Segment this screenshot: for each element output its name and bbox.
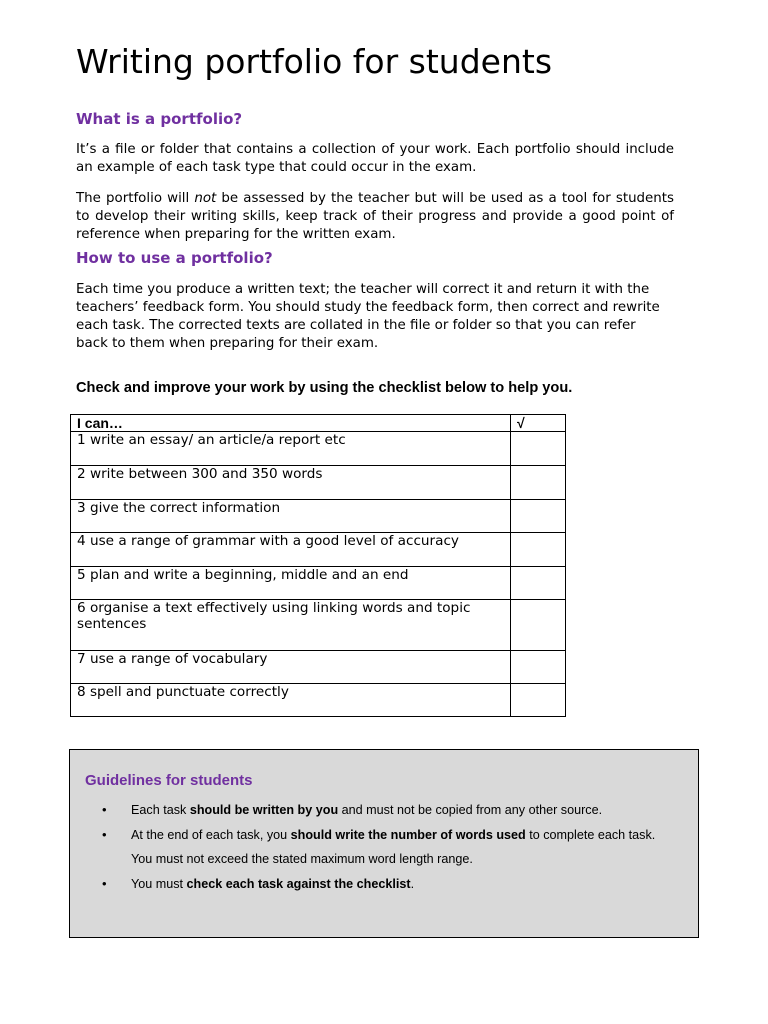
guideline-emphasis: check each task against the checklist: [186, 876, 411, 891]
checklist-item: 3 give the correct information: [71, 500, 511, 533]
section-heading-how-to-use: How to use a portfolio?: [76, 249, 273, 267]
table-row: [71, 533, 566, 567]
checklist-item: 1 write an essay/ an article/a report etc: [71, 432, 511, 466]
table-row: [71, 684, 566, 717]
paragraph-assessment-end: be assessed by the teacher but will be used as a tool for students to develop their writing skills, keep track of their progress and provide a good point of reference when preparing for the written exam.: [76, 191, 675, 242]
guidelines-heading: Guidelines for students: [85, 772, 253, 789]
page-title: Writing portfolio for students: [76, 42, 553, 81]
checklist-item: 8 spell and punctuate correctly: [71, 684, 511, 717]
checklist-item: 2 write between 300 and 350 words: [71, 466, 511, 500]
bullet-icon: •: [102, 802, 107, 817]
checklist-intro: Check and improve your work by using the checklist below to help you.: [76, 380, 573, 396]
table-row: [71, 600, 566, 651]
checklist-tick-cell[interactable]: [511, 533, 566, 567]
guideline-text: You must: [131, 876, 187, 891]
table-row: [71, 651, 566, 684]
checklist-tick-cell[interactable]: [511, 466, 566, 500]
checklist-item: 5 plan and write a beginning, middle and an end: [71, 567, 511, 600]
guideline-text: .: [410, 876, 415, 891]
guideline-emphasis: should be written by you: [189, 803, 339, 817]
table-row: [71, 500, 566, 533]
emphasis-not: not: [194, 191, 217, 206]
checklist-item: 6 organise a text effectively using linking words and topic sentences: [71, 600, 511, 651]
checklist-item: 7 use a range of vocabulary: [71, 651, 511, 684]
checklist-header-label: I can…: [71, 415, 511, 432]
list-item: [102, 872, 678, 897]
table-row: [71, 432, 566, 466]
checklist-item: 4 use a range of grammar with a good level of accuracy: [71, 533, 511, 567]
section-heading-what-is: What is a portfolio?: [76, 110, 243, 128]
paragraph-what-is: It’s a file or folder that contains a collection of your work. Each portfolio should include an example of each task type that could occur in the exam.: [76, 142, 674, 175]
checklist-tick-cell[interactable]: [511, 500, 566, 533]
paragraph-assessment-start: The portfolio will: [76, 191, 195, 206]
checklist-tick-cell[interactable]: [511, 600, 566, 651]
table-row: [71, 466, 566, 500]
table-row: [71, 567, 566, 600]
guidelines-list: [102, 798, 678, 896]
bullet-icon: •: [102, 875, 107, 891]
guideline-text: to complete each task. You must not exceed the stated maximum word length range.: [131, 827, 656, 866]
paragraph-how-to-use: Each time you produce a written text; the teacher will correct it and return it with the teachers’ feedback form. You should study the feedback form, then correct and rewrite each task. The corrected texts are collated in the file or folder so that you can refer back to them when preparing for their exam.: [76, 282, 660, 351]
list-item: [102, 823, 678, 872]
checklist-tick-cell[interactable]: [511, 567, 566, 600]
checklist-tick-cell[interactable]: [511, 651, 566, 684]
guideline-emphasis: should write the number of words used: [290, 827, 526, 842]
checklist-table: [70, 414, 566, 717]
checklist-header-tick: √: [511, 415, 566, 432]
bullet-icon: •: [102, 826, 107, 842]
paragraph-assessment: [76, 190, 674, 244]
guideline-text: and must not be copied from any other source.: [338, 803, 603, 817]
checklist-tick-cell[interactable]: [511, 684, 566, 717]
checklist-header-row: [71, 415, 566, 432]
guideline-text: At the end of each task, you: [131, 827, 291, 842]
checklist-tick-cell[interactable]: [511, 432, 566, 466]
guidelines-box: [69, 749, 699, 938]
guideline-text: Each task: [131, 803, 190, 817]
list-item: [102, 798, 678, 823]
